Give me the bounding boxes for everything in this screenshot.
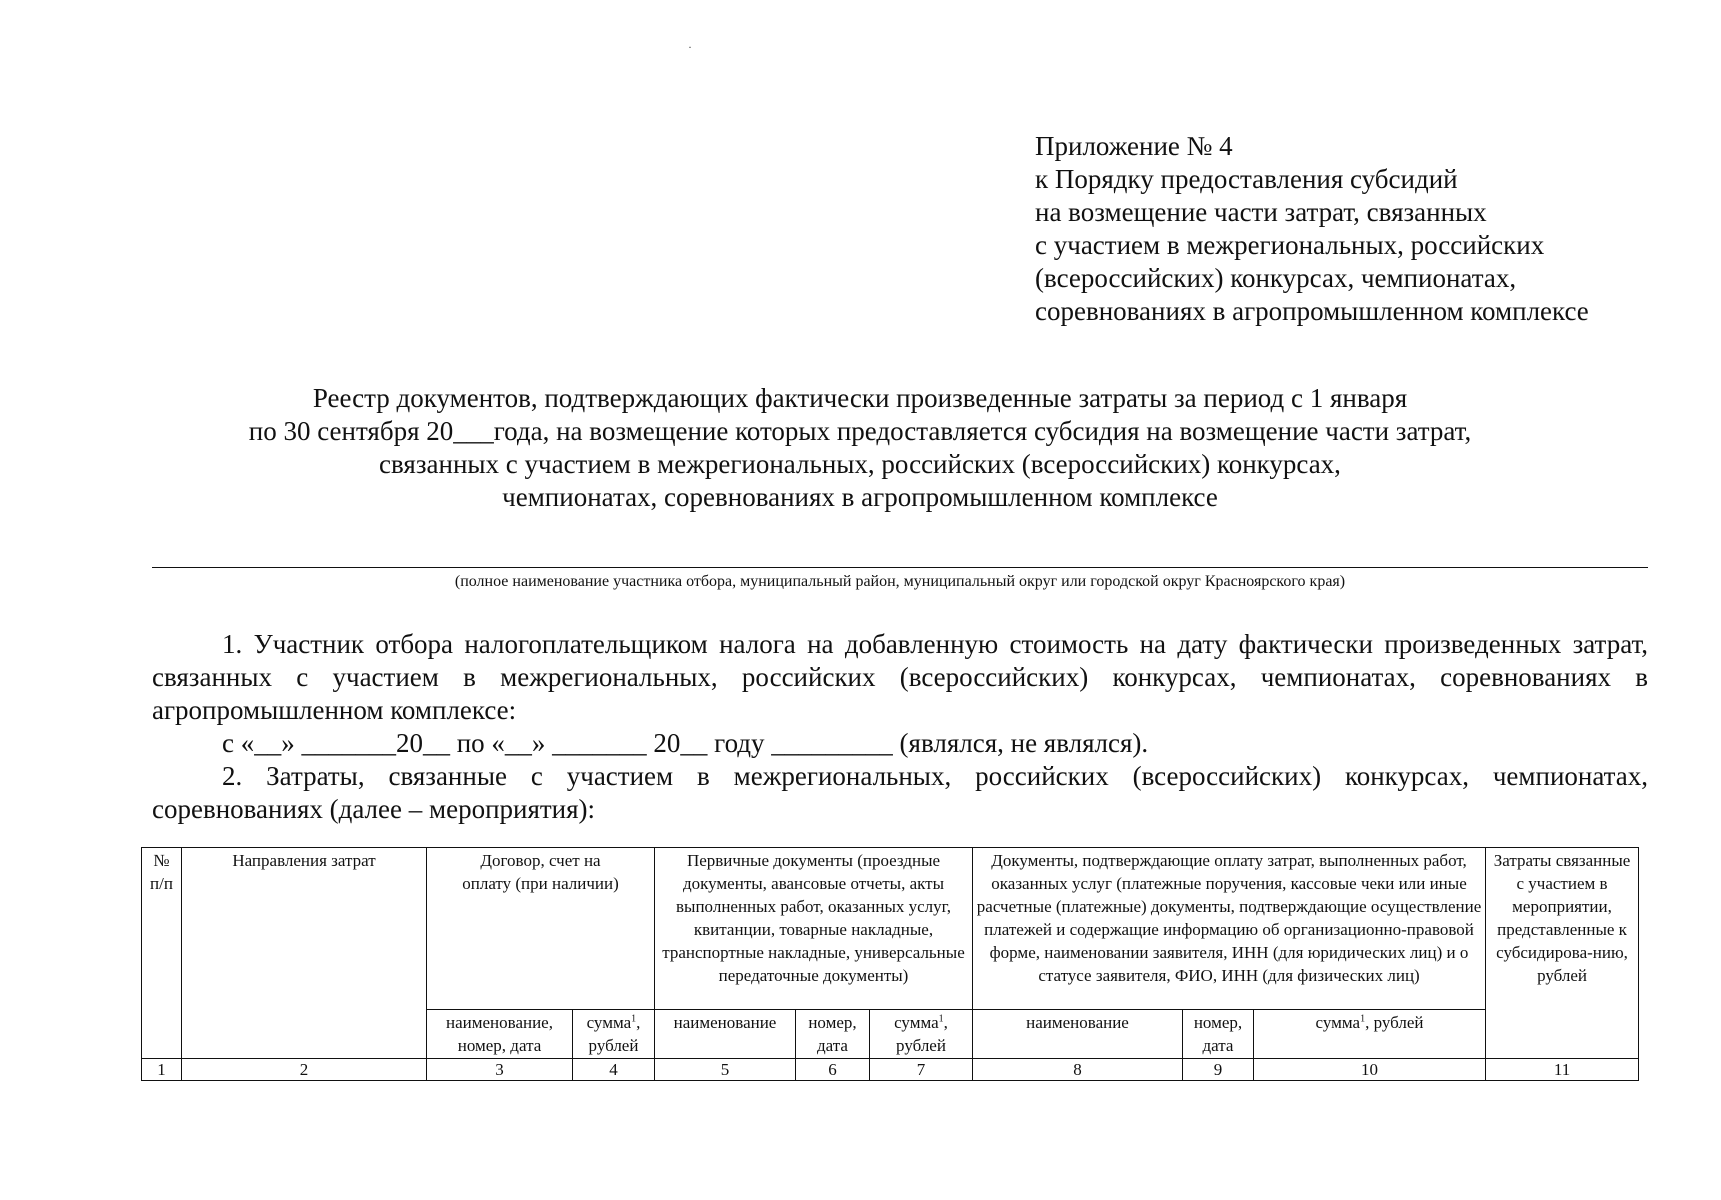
footnote-mark: 1 bbox=[938, 1013, 944, 1025]
sum-label: сумма bbox=[1315, 1013, 1361, 1032]
column-number-row bbox=[142, 1059, 1639, 1081]
footnote-mark: 1 bbox=[1360, 1013, 1366, 1025]
header-contract-text: Договор, счет на оплату (при наличии) bbox=[462, 851, 619, 893]
appendix-line: с участием в межрегиональных, российских bbox=[1035, 230, 1545, 260]
subheader-primary-number-date: номер, дата bbox=[796, 1010, 870, 1059]
subheader-primary-sum bbox=[870, 1010, 973, 1059]
column-number: 2 bbox=[182, 1059, 427, 1081]
sum-label: сумма bbox=[586, 1013, 632, 1032]
subheader-payment-sum bbox=[1254, 1010, 1486, 1059]
column-number: 9 bbox=[1183, 1059, 1254, 1081]
appendix-line: к Порядку предоставления субсидий bbox=[1035, 164, 1458, 194]
title-line: связанных с участием в межрегиональных, российских (всероссийских) конкурсах, bbox=[379, 449, 1341, 479]
column-number: 1 bbox=[142, 1059, 182, 1081]
subheader-payment-number-date: номер, дата bbox=[1183, 1010, 1254, 1059]
column-number: 6 bbox=[796, 1059, 870, 1081]
header-contract bbox=[427, 848, 655, 1010]
column-number: 3 bbox=[427, 1059, 573, 1081]
appendix-line: Приложение № 4 bbox=[1035, 131, 1233, 161]
header-payment-documents: Документы, подтверждающие оплату затрат, выполненных работ, оказанных услуг (платежные поручения, кассовые чеки или иные расчетные (платежные) документы, подтверждающие осуществление платежей и содержащие информацию об организационно-правовой форме, наименовании заявителя, ИНН (для юридических лиц) и о статусе заявителя, ФИО, ИНН (для физических лиц) bbox=[973, 848, 1486, 1010]
participant-name-caption: (полное наименование участника отбора, муниципальный район, муниципальный округ или городской округ Красноярского края) bbox=[454, 573, 1346, 590]
subheader-payment-name: наименование bbox=[973, 1010, 1183, 1059]
appendix-header bbox=[1035, 130, 1589, 328]
expense-registry-table bbox=[141, 847, 1639, 1081]
sum-unit: , рублей bbox=[1365, 1013, 1424, 1032]
table-header-row bbox=[142, 848, 1639, 1010]
sum-label: сумма bbox=[894, 1013, 939, 1032]
column-number: 7 bbox=[870, 1059, 973, 1081]
column-number: 4 bbox=[573, 1059, 655, 1081]
header-primary-documents: Первичные документы (проездные документы, авансовые отчеты, акты выполненных работ, оказанных услуг, квитанции, товарные накладные, транспортные накладные, универсальные передаточные документы) bbox=[655, 848, 973, 1010]
appendix-line: (всероссийских) конкурсах, чемпионатах, bbox=[1035, 263, 1517, 293]
subheader-primary-name: наименование bbox=[655, 1010, 796, 1059]
column-number: 5 bbox=[655, 1059, 796, 1081]
title-line: чемпионатах, соревнованиях в агропромышленном комплексе bbox=[502, 482, 1218, 512]
subheader-contract-sum bbox=[573, 1010, 655, 1059]
column-number: 10 bbox=[1254, 1059, 1486, 1081]
appendix-line: на возмещение части затрат, связанных bbox=[1035, 197, 1487, 227]
participant-name-fill-line bbox=[152, 567, 1648, 568]
paragraph-expenses: 2. Затраты, связанные с участием в межрегиональных, российских (всероссийских) конкурсах, чемпионатах, соревнованиях (далее – мероприятия): bbox=[152, 761, 1648, 824]
header-cost-direction: Направления затрат bbox=[182, 848, 427, 1059]
title-line: Реестр документов, подтверждающих фактически произведенные затраты за период с 1 января bbox=[312, 383, 1408, 413]
scan-speck: · bbox=[688, 40, 692, 54]
appendix-line: соревнованиях в агропромышленном комплексе bbox=[1035, 296, 1589, 326]
footnote-mark: 1 bbox=[631, 1013, 637, 1025]
sum-unit: , рублей bbox=[588, 1013, 641, 1055]
header-row-number: № п/п bbox=[142, 848, 182, 1059]
paragraph-vat-period: с «__» _______20__ по «__» _______ 20__ году _________ (являлся, не являлся). bbox=[222, 728, 1149, 758]
column-number: 8 bbox=[973, 1059, 1183, 1081]
paragraph-vat-status: 1. Участник отбора налогоплательщиком налога на добавленную стоимость на дату фактически произведенных затрат, связанных с участием в межрегиональных, российских (всероссийских) конкурсах, чемпионатах, соревнованиях в агропромышленном комплексе: bbox=[152, 629, 1648, 725]
sum-unit: , рублей bbox=[896, 1013, 948, 1055]
header-total-costs: Затраты связанные с участием в мероприятии, представленные к субсидирова-нию, рублей bbox=[1486, 848, 1639, 1059]
document-title bbox=[140, 382, 1580, 514]
title-line: по 30 сентября 20___года, на возмещение которых предоставляется субсидия на возмещение части затрат, bbox=[248, 416, 1472, 446]
column-number: 11 bbox=[1486, 1059, 1639, 1081]
subheader-contract-name: наименование, номер, дата bbox=[427, 1010, 573, 1059]
